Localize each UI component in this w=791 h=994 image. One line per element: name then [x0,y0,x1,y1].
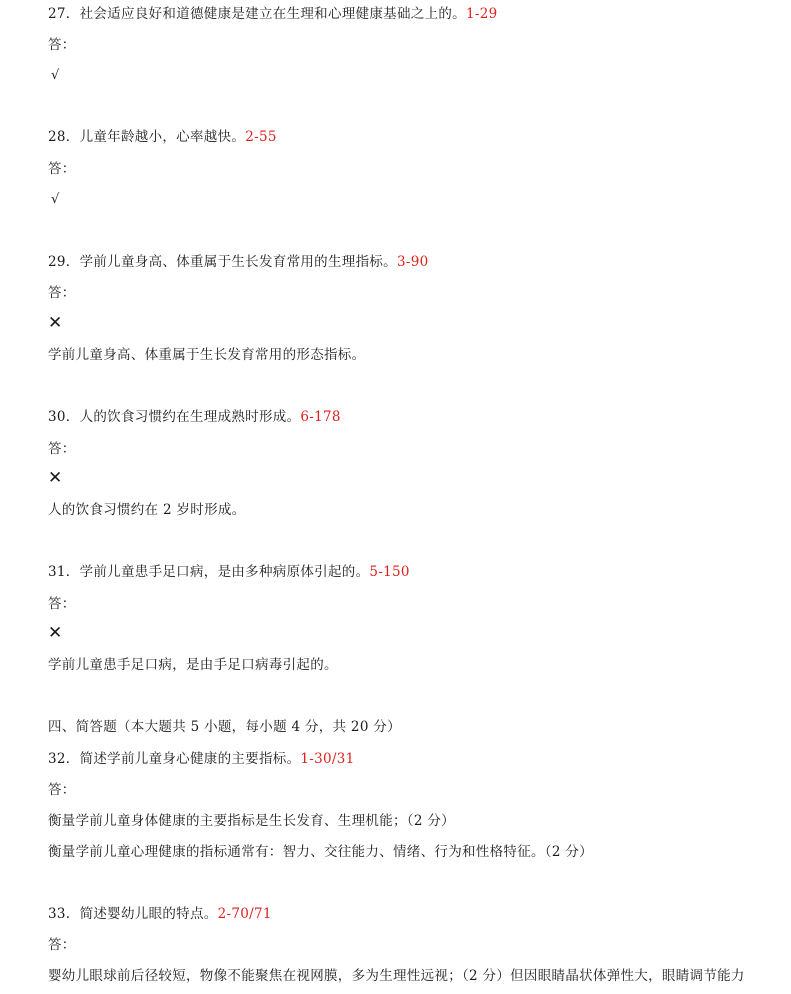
page-reference: 1-29 [465,6,498,22]
answer-explanation: 学前儿童患手足口病，是由手足口病毒引起的。 [48,657,338,673]
question-31-stem [48,563,410,581]
answer-explanation: 学前儿童身高、体重属于生长发育常用的形态指标。 [48,347,366,363]
question-text: 31．学前儿童患手足口病，是由多种病原体引起的。 [48,564,370,580]
answer-label: 答： [48,285,76,301]
check-mark-icon: √ [51,68,60,83]
question-text: 29．学前儿童身高、体重属于生长发育常用的生理指标。 [48,254,397,270]
page-reference: 5-150 [369,564,410,580]
answer-explanation: 人的饮食习惯约在 2 岁时形成。 [48,502,246,518]
answer-line: 衡量学前儿童身体健康的主要指标是生长发育、生理机能；（2 分） [48,813,455,829]
answer-label: 答： [48,782,76,798]
answer-label: 答： [48,37,76,53]
question-30-stem [48,408,341,426]
page-reference: 3-90 [396,254,429,270]
section-heading: 四、简答题（本大题共 5 小题，每小题 4 分，共 20 分） [48,719,401,735]
answer-line: 婴幼儿眼球前后径较短，物像不能聚焦在视网膜，多为生理性远视；（2 分）但因眼睛晶状体弹性大，眼睛调节能力 [48,968,745,984]
page-reference: 6-178 [300,409,341,425]
question-32-stem [48,750,355,768]
question-28-stem [48,128,277,146]
question-29-stem [48,253,429,271]
question-text: 27．社会适应良好和道德健康是建立在生理和心理健康基础之上的。 [48,6,466,22]
question-27-stem [48,5,498,23]
page-reference: 2-70/71 [217,906,272,922]
answer-label: 答： [48,596,76,612]
question-text: 28．儿童年龄越小，心率越快。 [48,129,246,145]
cross-mark-icon: ✕ [48,623,63,643]
answer-label: 答： [48,937,76,953]
check-mark-icon: √ [51,192,60,207]
answer-label: 答： [48,161,76,177]
question-text: 33．简述婴幼儿眼的特点。 [48,906,218,922]
answer-label: 答： [48,441,76,457]
question-text: 32．简述学前儿童身心健康的主要指标。 [48,751,301,767]
page-reference: 2-55 [245,129,277,145]
question-text: 30．人的饮食习惯约在生理成熟时形成。 [48,409,301,425]
cross-mark-icon: ✕ [48,313,63,333]
question-33-stem [48,905,272,923]
answer-line: 衡量学前儿童心理健康的指标通常有：智力、交往能力、情绪、行为和性格特征。（2 分） [48,844,593,860]
cross-mark-icon: ✕ [48,468,63,488]
page-reference: 1-30/31 [300,751,355,767]
